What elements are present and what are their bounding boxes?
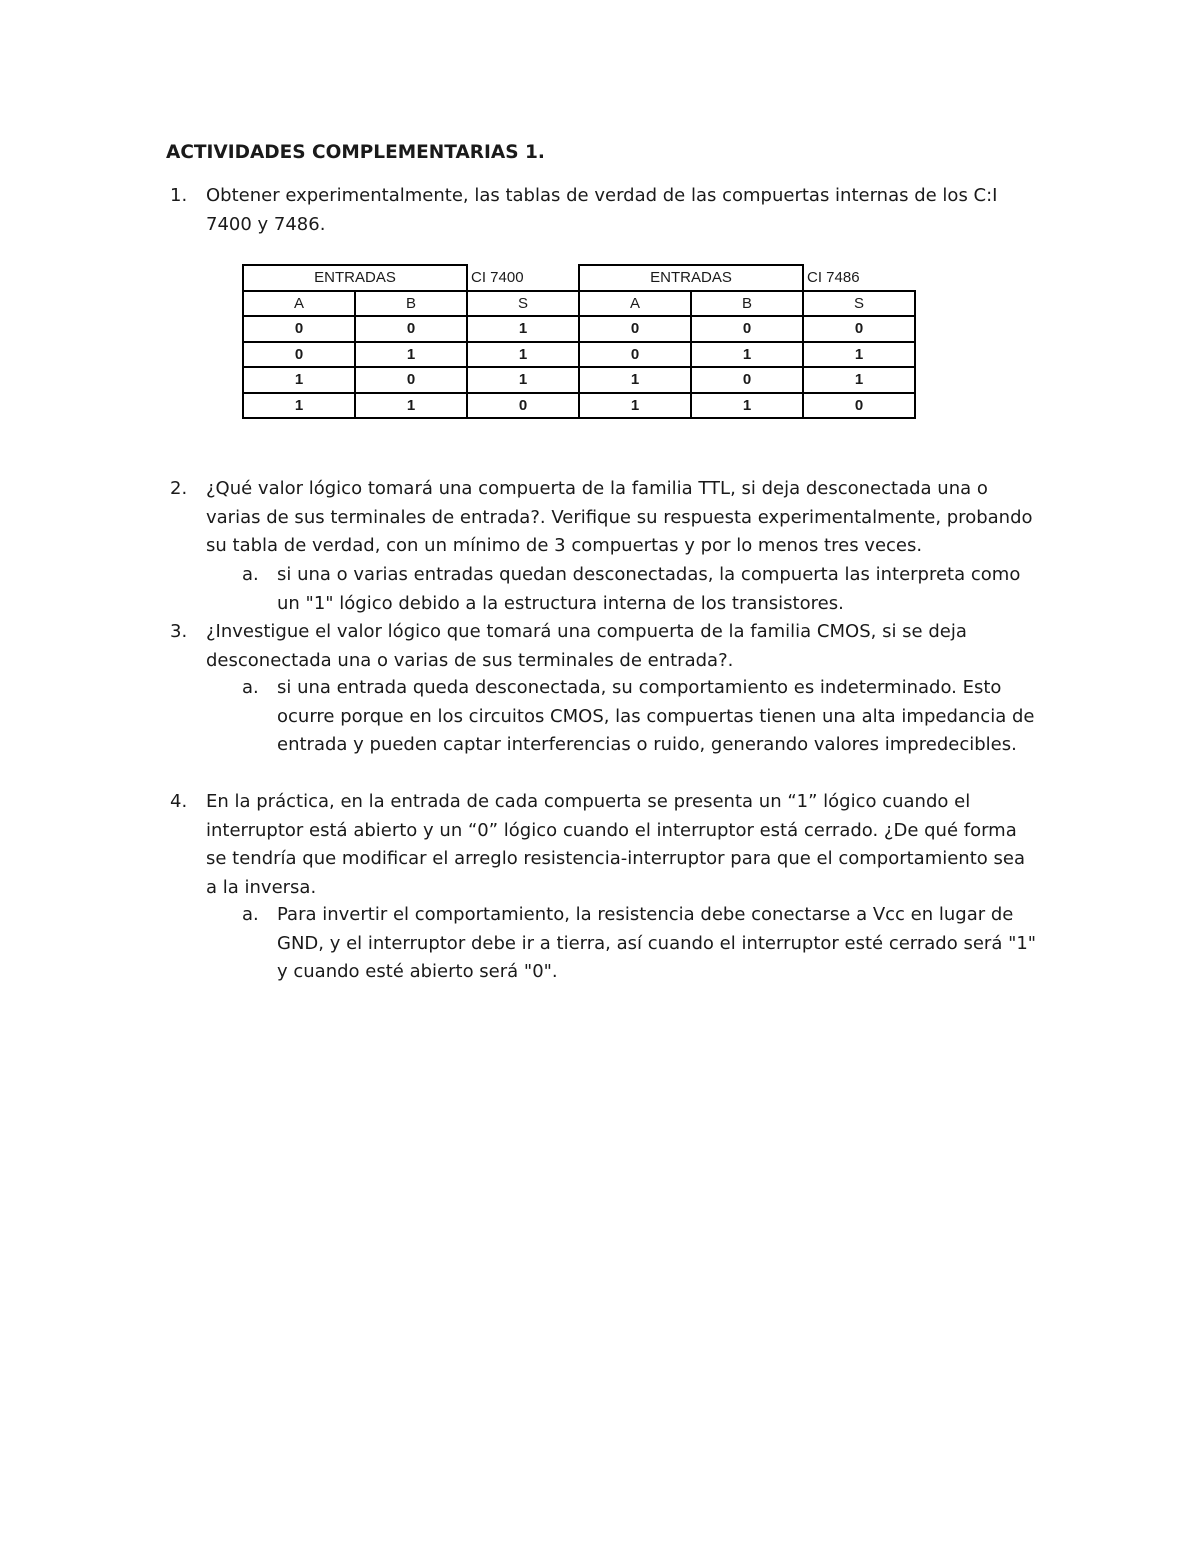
inputs-header: ENTRADAS	[579, 265, 803, 291]
sub-item-text: si una entrada queda desconectada, su comportamiento es indeterminado. Esto ocurre porque en los circuitos CMOS, las compuertas tienen una alta impedancia de entrada y pueden captar interferencias o ruido, generando valores impredecibles.	[277, 677, 1035, 755]
page-title: ACTIVIDADES COMPLEMENTARIAS 1.	[166, 142, 545, 163]
cell: 1	[243, 367, 355, 393]
header-b: B	[691, 291, 803, 317]
cell: 1	[467, 342, 579, 368]
cell: 1	[691, 393, 803, 419]
table-row	[579, 342, 915, 368]
ci-label: CI 7400	[467, 265, 579, 291]
item-text: ¿Investigue el valor lógico que tomará una compuerta de la familia CMOS, si se deja desconectada una o varias de sus terminales de entrada?.	[206, 621, 967, 671]
cell: 0	[803, 393, 915, 419]
cell: 0	[355, 316, 467, 342]
header-b: B	[355, 291, 467, 317]
cell: 0	[243, 316, 355, 342]
header-s: S	[467, 291, 579, 317]
cell: 0	[691, 316, 803, 342]
table-row	[579, 393, 915, 419]
cell: 1	[355, 393, 467, 419]
cell: 0	[355, 367, 467, 393]
item-text: En la práctica, en la entrada de cada compuerta se presenta un “1” lógico cuando el interruptor está abierto y un “0” lógico cuando el interruptor está cerrado. ¿De qué forma se tendría que modificar el arreglo resistencia-interruptor para que el comportamiento sea a la inversa.	[206, 791, 1025, 898]
cell: 0	[691, 367, 803, 393]
sub-item-letter: a.	[242, 904, 259, 925]
cell: 1	[243, 393, 355, 419]
table-row	[243, 393, 579, 419]
cell: 0	[579, 316, 691, 342]
cell: 1	[579, 393, 691, 419]
table-row	[579, 316, 915, 342]
cell: 1	[467, 367, 579, 393]
sub-item-letter: a.	[242, 677, 259, 698]
item-number: 3.	[170, 621, 188, 642]
sub-item-text: si una o varias entradas quedan desconectadas, la compuerta las interpreta como un "1" lógico debido a la estructura interna de los transistores.	[277, 564, 1021, 614]
header-a: A	[579, 291, 691, 317]
item-number: 4.	[170, 791, 188, 812]
cell: 0	[803, 316, 915, 342]
table-row	[579, 367, 915, 393]
header-a: A	[243, 291, 355, 317]
item-number: 2.	[170, 478, 188, 499]
cell: 1	[579, 367, 691, 393]
truth-table-7486	[578, 264, 916, 419]
cell: 0	[243, 342, 355, 368]
cell: 0	[579, 342, 691, 368]
table-row	[243, 342, 579, 368]
table-row	[243, 316, 579, 342]
item-number: 1.	[170, 185, 188, 206]
cell: 1	[467, 316, 579, 342]
table-row	[243, 367, 579, 393]
inputs-header: ENTRADAS	[243, 265, 467, 291]
cell: 1	[803, 342, 915, 368]
truth-table-7400	[242, 264, 580, 419]
ci-label: CI 7486	[803, 265, 915, 291]
cell: 0	[467, 393, 579, 419]
cell: 1	[691, 342, 803, 368]
cell: 1	[803, 367, 915, 393]
header-s: S	[803, 291, 915, 317]
cell: 1	[355, 342, 467, 368]
item-text: Obtener experimentalmente, las tablas de verdad de las compuertas internas de los C:I 7400 y 7486.	[206, 185, 998, 235]
item-text: ¿Qué valor lógico tomará una compuerta de la familia TTL, si deja desconectada una o varias de sus terminales de entrada?. Verifique su respuesta experimentalmente, probando su tabla de verdad, con un mínimo de 3 compuertas y por lo menos tres veces.	[206, 478, 1033, 556]
sub-item-letter: a.	[242, 564, 259, 585]
sub-item-text: Para invertir el comportamiento, la resistencia debe conectarse a Vcc en lugar de GND, y el interruptor debe ir a tierra, así cuando el interruptor esté cerrado será "1" y cuando esté abierto será "0".	[277, 904, 1037, 982]
